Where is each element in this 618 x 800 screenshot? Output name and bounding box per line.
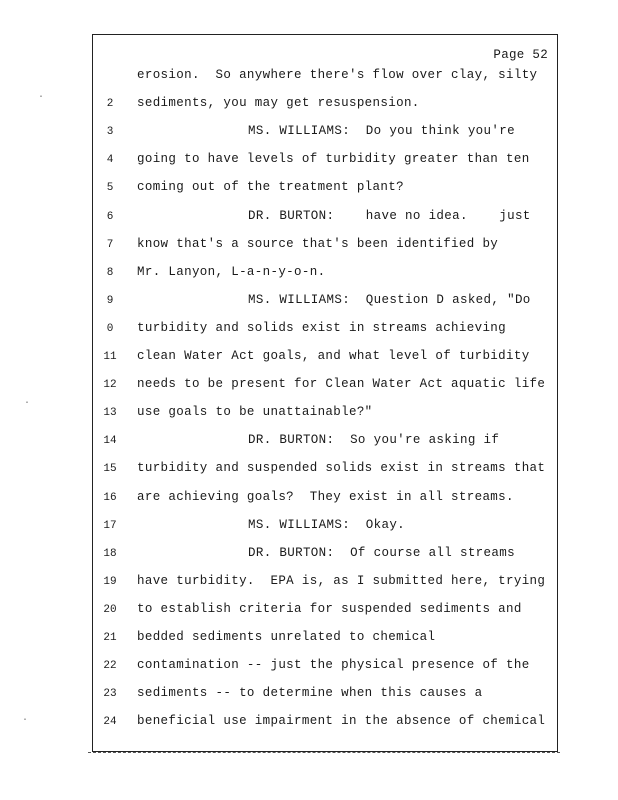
line-number: 14 bbox=[103, 435, 117, 448]
transcript-line bbox=[92, 714, 558, 742]
transcript-line bbox=[92, 405, 558, 433]
line-text: to establish criteria for suspended sediments and bbox=[137, 601, 522, 616]
line-text: turbidity and solids exist in streams achieving bbox=[137, 320, 507, 335]
transcript-line bbox=[92, 658, 558, 686]
transcript-line bbox=[92, 686, 558, 714]
line-number: 22 bbox=[103, 660, 117, 673]
line-number: 15 bbox=[103, 463, 117, 476]
line-number: 7 bbox=[106, 238, 114, 251]
line-number: 17 bbox=[103, 519, 117, 532]
line-number: 21 bbox=[103, 632, 117, 644]
line-text: DR. BURTON: have no idea. just bbox=[248, 208, 531, 223]
line-number: 24 bbox=[103, 716, 117, 729]
line-text: going to have levels of turbidity greater than ten bbox=[137, 152, 530, 167]
transcript-line bbox=[92, 265, 558, 293]
transcript-line bbox=[92, 96, 558, 124]
transcript-line bbox=[92, 602, 558, 630]
line-text: bedded sediments unrelated to chemical bbox=[137, 630, 436, 644]
line-text: have turbidity. EPA is, as I submitted here, trying bbox=[137, 573, 546, 588]
line-number: 16 bbox=[103, 491, 117, 504]
transcript-line bbox=[92, 180, 558, 208]
line-number: 3 bbox=[106, 126, 114, 139]
line-text: coming out of the treatment plant? bbox=[137, 180, 404, 195]
frame-bottom-edge bbox=[88, 752, 560, 756]
line-number: 18 bbox=[103, 547, 117, 560]
line-text: MS. WILLIAMS: Okay. bbox=[248, 517, 406, 532]
transcript-line bbox=[92, 321, 558, 349]
line-text: sediments, you may get resuspension. bbox=[137, 96, 420, 111]
line-number: 20 bbox=[103, 603, 117, 616]
transcript-line bbox=[92, 490, 558, 518]
scan-speck: · bbox=[22, 715, 29, 726]
line-number: 23 bbox=[103, 688, 117, 701]
transcript-line bbox=[92, 152, 558, 180]
line-text: are achieving goals? They exist in all streams. bbox=[137, 489, 514, 504]
transcript-line bbox=[92, 68, 558, 96]
line-number: 12 bbox=[103, 379, 117, 392]
line-text: contamination -- just the physical presence of the bbox=[137, 658, 530, 673]
transcript-line bbox=[92, 237, 558, 265]
page-number: Page 52 bbox=[493, 48, 548, 62]
line-text: sediments -- to determine when this causes a bbox=[137, 686, 483, 701]
transcript-line bbox=[92, 574, 558, 602]
transcript-line bbox=[92, 630, 558, 658]
line-text: turbidity and suspended solids exist in streams that bbox=[137, 461, 546, 476]
line-text: DR. BURTON: Of course all streams bbox=[248, 545, 515, 560]
scan-speck: · bbox=[24, 398, 31, 409]
line-number: 19 bbox=[103, 575, 117, 588]
line-text: DR. BURTON: So you're asking if bbox=[248, 433, 500, 448]
line-text: Mr. Lanyon, L-a-n-y-o-n. bbox=[137, 264, 326, 279]
transcript-line bbox=[92, 349, 558, 377]
transcript-line bbox=[92, 518, 558, 546]
scan-speck: · bbox=[38, 92, 45, 103]
transcript-line bbox=[92, 433, 558, 461]
line-text: beneficial use impairment in the absence of chemical bbox=[137, 714, 546, 729]
line-text: know that's a source that's been identified by bbox=[137, 236, 499, 251]
line-text: clean Water Act goals, and what level of turbidity bbox=[137, 349, 530, 363]
transcript-line bbox=[92, 293, 558, 321]
transcript-line bbox=[92, 377, 558, 405]
line-number: 4 bbox=[106, 154, 114, 167]
line-text: use goals to be unattainable?" bbox=[137, 405, 373, 420]
transcript-line bbox=[92, 209, 558, 237]
transcript-line bbox=[92, 461, 558, 489]
line-text: needs to be present for Clean Water Act aquatic life bbox=[137, 377, 546, 392]
line-number: 0 bbox=[106, 322, 114, 335]
line-number: 5 bbox=[106, 182, 114, 195]
transcript-line bbox=[92, 124, 558, 152]
transcript-line bbox=[92, 546, 558, 574]
line-text: erosion. So anywhere there's flow over clay, silty bbox=[137, 68, 538, 82]
line-text: MS. WILLIAMS: Do you think you're bbox=[248, 124, 515, 139]
line-number: 8 bbox=[106, 266, 114, 279]
line-text: MS. WILLIAMS: Question D asked, "Do bbox=[248, 292, 531, 307]
line-number: 2 bbox=[106, 98, 114, 111]
line-number: 11 bbox=[103, 351, 117, 363]
line-number: 9 bbox=[106, 294, 114, 307]
line-number: 13 bbox=[103, 407, 117, 420]
line-number: 6 bbox=[106, 210, 114, 223]
